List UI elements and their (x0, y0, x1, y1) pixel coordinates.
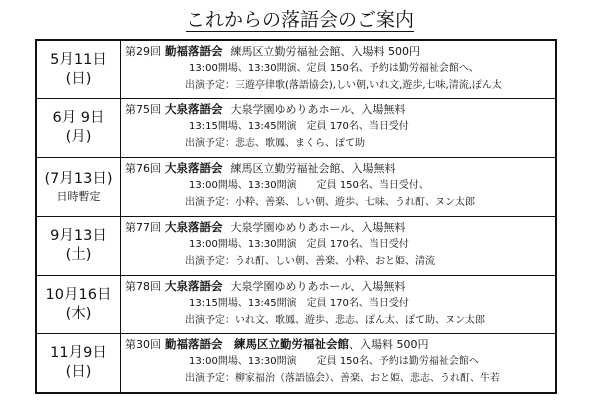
event-weekday: (土) (65, 246, 92, 263)
event-row (36, 40, 556, 99)
event-date-cell (36, 275, 121, 334)
event-performers: 出演予定：悲志、歌鳳、まくら、ぽて助 (185, 138, 365, 150)
event-performers: 出演予定：小粋、善楽、しい朝、遊歩、七味、うれ酊、ヌン太郎 (185, 197, 475, 209)
event-schedule-text: 13:00開場、13:30開演 定員 150名、予約は勤労福祉会館へ (189, 356, 479, 368)
event-heading (125, 101, 555, 118)
event-date: 11月9日 (50, 345, 107, 362)
event-row (36, 99, 556, 158)
page-title (0, 8, 600, 32)
event-number: 第78回 (125, 279, 161, 293)
event-venue-fee: 、入場料 500円 (349, 338, 429, 352)
event-row (36, 158, 556, 217)
page-title-text: これからの落語会のご案内 (185, 9, 414, 31)
event-weekday: (月) (65, 129, 92, 146)
event-date: 5月11日 (50, 51, 107, 68)
event-name: 勤福落語会 練馬区立勤労福祉会館 (165, 337, 349, 352)
event-row (36, 334, 556, 393)
event-weekday: (日) (65, 364, 92, 381)
event-info-cell (121, 216, 557, 275)
event-date: 9月13日 (50, 227, 107, 244)
event-info-cell (121, 275, 557, 334)
event-date-note: 日時暫定 (56, 189, 101, 203)
event-schedule-text: 13:00開場、13:30開演 定員 170名、当日受付 (189, 238, 409, 250)
event-info-cell (121, 334, 557, 393)
event-date-cell (36, 40, 121, 99)
event-name: 勤福落語会 (165, 44, 223, 58)
event-schedule-text: 13:00開場、13:30開演 定員 150名、当日受付、 (189, 180, 429, 192)
event-info-cell (121, 40, 557, 99)
event-heading (125, 43, 555, 60)
event-heading (125, 278, 555, 295)
event-row (36, 216, 556, 275)
event-performers: 出演予定：三遊亭律歌(落語協会),しい朝,いれ文,遊歩,七味,清流,ぽん太 (185, 80, 502, 91)
event-heading (125, 336, 555, 353)
event-date-cell (36, 158, 121, 217)
event-name: 大泉落語会 (165, 161, 223, 176)
event-venue-fee: 大泉学園ゆめりあホール、入場無料 (230, 220, 406, 234)
event-performers: 出演予定：うれ酊、しい朝、善楽、小粋、おと姫、清流 (185, 255, 435, 267)
event-number: 第75回 (125, 103, 161, 117)
event-date-cell (36, 334, 121, 393)
event-date-cell (36, 99, 121, 158)
event-date-cell (36, 216, 121, 275)
event-weekday: (木) (65, 305, 92, 322)
event-date: (7月13日) (44, 170, 113, 187)
event-number: 第30回 (125, 338, 161, 352)
event-heading (125, 160, 555, 177)
event-row (36, 275, 556, 334)
event-performers: 出演予定：柳家福治（落語協会）、善楽、おと姫、悲志、うれ酊、牛若 (185, 373, 500, 385)
event-schedule-text: 13:15開場、13:45開演 定員 170名、当日受付 (189, 297, 409, 309)
event-venue-fee: 練馬区立勤労福祉会館、入場料 500円 (230, 45, 420, 58)
event-schedule-text: 13:00開場、13:30開演、定員 150名、予約は勤労福祉会館へ、 (189, 63, 479, 74)
event-name: 大泉落語会 (165, 102, 223, 117)
event-number: 第29回 (125, 45, 161, 58)
event-info-cell (121, 99, 557, 158)
event-date: 10月16日 (45, 286, 112, 303)
event-weekday: (日) (65, 70, 92, 87)
event-venue-fee: 大泉学園ゆめりあホール、入場無料 (230, 103, 406, 117)
event-number: 第77回 (125, 220, 161, 234)
event-venue-fee: 練馬区立勤労福祉会館、入場無料 (230, 162, 396, 176)
event-date: 6月 9日 (52, 110, 105, 127)
event-schedule-text: 13:15開場、13:45開演 定員 170名、当日受付 (189, 121, 409, 133)
event-number: 第76回 (125, 162, 161, 176)
event-schedule-table (35, 39, 557, 394)
event-name: 大泉落語会 (165, 219, 223, 234)
event-heading (125, 219, 555, 236)
event-name: 大泉落語会 (165, 278, 223, 293)
event-performers: 出演予定：いれ文、歌鳳、遊歩、悲志、ぽん太、ぽて助、ヌン太郎 (185, 314, 485, 326)
event-info-cell (121, 158, 557, 217)
event-venue-fee: 大泉学園ゆめりあホール、入場無料 (230, 279, 406, 293)
